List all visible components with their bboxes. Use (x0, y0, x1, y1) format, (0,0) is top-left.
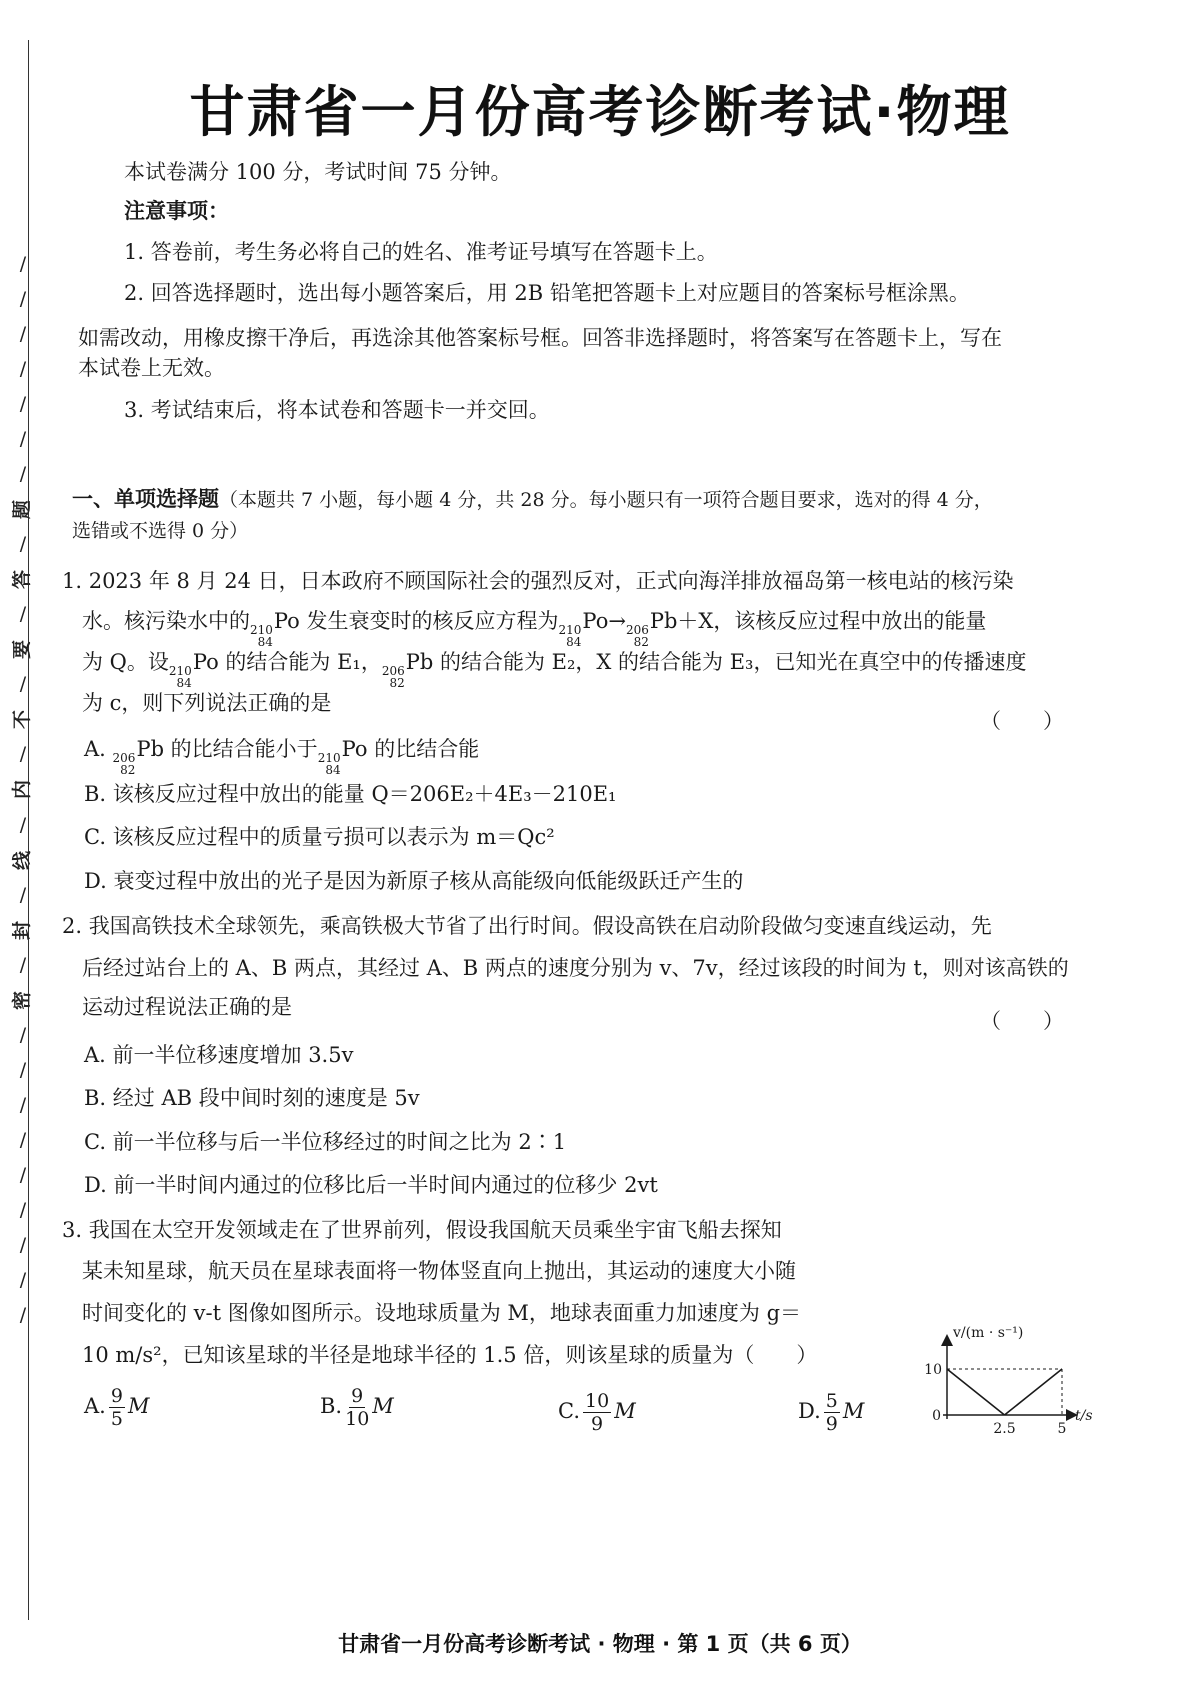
seal-slash: / (19, 953, 27, 976)
option-label: A. (84, 737, 113, 761)
seal-slash: / (19, 1233, 27, 1256)
q3-option-b[interactable] (320, 1385, 394, 1430)
note-3: 3. 考试结束后，将本试卷和答题卡一并交回。 (124, 398, 550, 422)
seal-char: 封 (11, 920, 34, 940)
atomic-number: 84 (325, 763, 341, 777)
vt-graph (924, 1325, 1093, 1445)
seal-slash: / (19, 603, 27, 626)
notes-heading: 注意事项： (124, 199, 229, 223)
option-label: C. (558, 1399, 580, 1423)
x-tick-label: 5 (1057, 1421, 1067, 1437)
q2-line-1: 2. 我国高铁技术全球领先，乘高铁极大节省了出行时间。假设高铁在启动阶段做匀变速直线运动，先 (62, 914, 992, 938)
note-1: 1. 答卷前，考生务必将自己的姓名、准考证号填写在答题卡上。 (124, 240, 718, 264)
denominator: 10 (345, 1408, 370, 1430)
denominator: 9 (825, 1413, 838, 1435)
q1-text: 为 Q。设 (82, 650, 169, 674)
q1-line-3 (82, 647, 1026, 689)
y-tick-label: 10 (924, 1362, 942, 1378)
unit: M (127, 1394, 150, 1418)
q3-line-4: 10 m/s²，已知该星球的半径是地球半径的 1.5 倍，则该星球的质量为（ ） (82, 1343, 818, 1367)
atomic-number: 84 (176, 676, 192, 690)
q2-option-a[interactable]: A. 前一半位移速度增加 3.5v (84, 1043, 354, 1067)
q2-option-b[interactable]: B. 经过 AB 段中间时刻的速度是 5v (84, 1086, 420, 1110)
atomic-number: 82 (389, 676, 405, 690)
seal-slash: / (19, 463, 27, 486)
atomic-number: 82 (633, 635, 649, 649)
seal-slash: / (19, 1198, 27, 1221)
seal-char: 答 (11, 570, 34, 590)
seal-slash: / (19, 393, 27, 416)
section-1-title: 一、单项选择题 (72, 487, 219, 511)
mass-number: 206 (112, 751, 136, 765)
numerator: 9 (351, 1385, 364, 1407)
numerator: 10 (585, 1390, 610, 1412)
q1-text: Po→ (582, 609, 626, 633)
x-tick-label: 2.5 (993, 1421, 1016, 1437)
option-label: A. (84, 1394, 106, 1418)
q2-option-d[interactable]: D. 前一半时间内通过的位移比后一半时间内通过的位移少 2vt (84, 1173, 658, 1197)
mass-number: 206 (625, 623, 649, 637)
seal-slash: / (19, 288, 27, 311)
seal-char: 不 (11, 710, 34, 730)
unit: M (614, 1399, 636, 1423)
q1-text: Po 发生衰变时的核反应方程为 (273, 609, 559, 633)
fraction (345, 1385, 369, 1430)
isotope-po (318, 752, 341, 776)
seal-char: 内 (11, 780, 34, 800)
seal-slash: / (19, 1058, 27, 1081)
q1-option-a[interactable] (84, 734, 479, 776)
q1-text: 水。核污染水中的 (82, 609, 250, 633)
seal-char: 线 (11, 850, 34, 870)
q1-text: Pb＋X，该核反应过程中放出的能量 (649, 609, 987, 633)
page-title: 甘肃省一月份高考诊断考试·物理 (189, 80, 1011, 144)
origin-label: 0 (932, 1408, 941, 1424)
vt-segment (1005, 1369, 1063, 1415)
q1-text: Po 的结合能为 E₁， (192, 650, 382, 674)
option-label: B. (320, 1394, 343, 1418)
isotope-po (559, 624, 582, 648)
q1-option-c[interactable]: C. 该核反应过程中的质量亏损可以表示为 m＝Qc² (84, 825, 555, 849)
seal-char: 要 (11, 640, 34, 660)
isotope-pb (113, 752, 136, 776)
isotope-po (250, 624, 273, 648)
fraction (824, 1390, 840, 1435)
q1-answer-paren: （ ） (980, 709, 1064, 733)
atomic-number: 84 (257, 635, 273, 649)
mass-number: 210 (250, 623, 273, 637)
seal-slash: / (19, 1128, 27, 1151)
numerator: 9 (110, 1385, 123, 1407)
q1-line-4: 为 c，则下列说法正确的是 (82, 691, 332, 715)
page-footer: 甘肃省一月份高考诊断考试 · 物理 · 第 1 页（共 6 页） (338, 1632, 862, 1656)
section-1-desc: （本题共 7 小题，每小题 4 分，共 28 分。每小题只有一项符合题目要求，选对的得 4 分， (219, 489, 993, 511)
seal-slash: / (19, 813, 27, 836)
mass-number: 206 (381, 664, 405, 678)
section-1-desc-line-2: 选错或不选得 0 分） (72, 520, 249, 542)
q1-line-2 (82, 606, 986, 648)
fraction (109, 1385, 125, 1430)
isotope-pb (382, 665, 405, 689)
q2-answer-paren: （ ） (980, 1009, 1064, 1033)
option-label: D. (798, 1399, 821, 1423)
q2-line-3: 运动过程说法正确的是 (82, 995, 292, 1019)
seal-slash: / (19, 1268, 27, 1291)
note-2-line-2: 如需改动，用橡皮擦干净后，再选涂其他答案标号框。回答非选择题时，将答案写在答题卡上，写在 (78, 326, 1002, 350)
seal-slash: / (19, 533, 27, 556)
seal-slash: / (19, 883, 27, 906)
q3-line-1: 3. 我国在太空开发领域走在了世界前列，假设我国航天员乘坐宇宙飞船去探知 (62, 1218, 782, 1242)
q1-option-b[interactable]: B. 该核反应过程中放出的能量 Q＝206E₂＋4E₃－210E₁ (84, 782, 617, 806)
q1-text: Pb 的结合能为 E₂，X 的结合能为 E₃，已知光在真空中的传播速度 (405, 650, 1027, 674)
mass-number: 210 (317, 751, 341, 765)
q1-option-d[interactable]: D. 衰变过程中放出的光子是因为新原子核从高能级向低能级跃迁产生的 (84, 869, 744, 893)
seal-slash: / (19, 743, 27, 766)
q3-option-c[interactable] (558, 1390, 636, 1435)
option-text: Pb 的比结合能小于 (136, 737, 318, 761)
seal-slash: / (19, 1303, 27, 1326)
seal-slash: / (19, 253, 27, 275)
q3-option-d[interactable] (798, 1390, 864, 1435)
numerator: 5 (825, 1390, 838, 1412)
isotope-po (169, 665, 192, 689)
atomic-number: 84 (566, 635, 582, 649)
mass-number: 210 (168, 664, 192, 678)
q3-line-2: 某未知星球，航天员在星球表面将一物体竖直向上抛出，其运动的速度大小随 (82, 1259, 796, 1283)
seal-slash: / (19, 428, 27, 451)
seal-slash: / (19, 1163, 27, 1186)
seal-line-column (8, 255, 38, 1325)
atomic-number: 82 (120, 763, 136, 777)
seal-slash: / (19, 358, 27, 381)
y-axis-label: v/(m · s⁻¹) (953, 1325, 1024, 1341)
seal-char: 密 (11, 990, 34, 1010)
score-time: 本试卷满分 100 分，考试时间 75 分钟。 (124, 160, 512, 184)
seal-slash: / (19, 673, 27, 696)
seal-slash: / (19, 323, 27, 346)
seal-char: 题 (11, 500, 34, 520)
x-axis-label: t/s (1075, 1408, 1093, 1424)
isotope-pb (626, 624, 649, 648)
mass-number: 210 (558, 623, 582, 637)
q3-line-3: 时间变化的 v-t 图像如图所示。设地球质量为 M，地球表面重力加速度为 g＝ (82, 1301, 802, 1325)
seal-slash: / (19, 1093, 27, 1116)
seal-slash: / (19, 1023, 27, 1046)
vt-segment (947, 1369, 1005, 1415)
note-2-line-1: 2. 回答选择题时，选出每小题答案后，用 2B 铅笔把答题卡上对应题目的答案标号框涂黑。 (124, 281, 970, 305)
denominator: 9 (591, 1413, 604, 1435)
q2-option-c[interactable]: C. 前一半位移与后一半位移经过的时间之比为 2∶1 (84, 1130, 567, 1154)
unit: M (842, 1399, 865, 1423)
q2-line-2: 后经过站台上的 A、B 两点，其经过 A、B 两点的速度分别为 v、7v，经过该段的时间为 t，则对该高铁的 (82, 956, 1069, 980)
q1-line-1: 1. 2023 年 8 月 24 日，日本政府不顾国际社会的强烈反对，正式向海洋排放福岛第一核电站的核污染 (62, 569, 1014, 593)
q3-option-a[interactable] (84, 1385, 149, 1430)
unit: M (372, 1394, 394, 1418)
fraction (583, 1390, 611, 1435)
section-1-heading (72, 484, 993, 515)
note-2-line-3: 本试卷上无效。 (78, 356, 225, 380)
denominator: 5 (110, 1408, 123, 1430)
option-text: Po 的比结合能 (341, 737, 480, 761)
